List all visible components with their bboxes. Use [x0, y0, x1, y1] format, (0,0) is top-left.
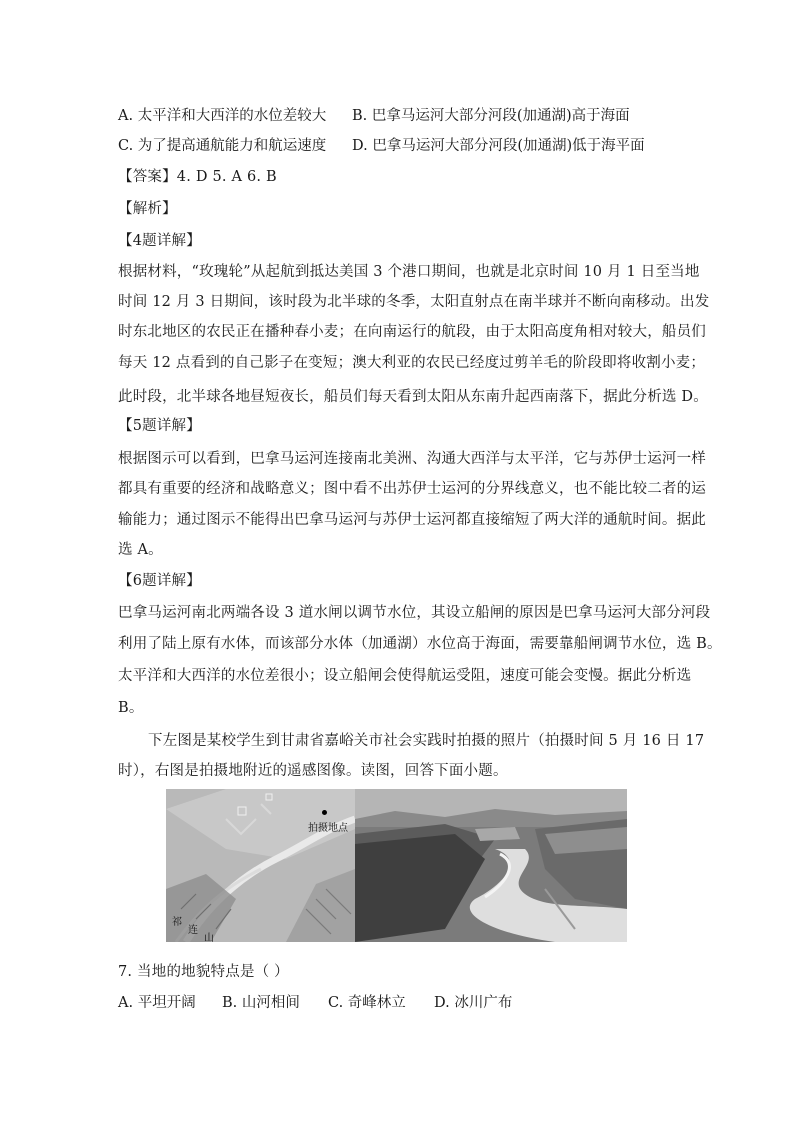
answer-line: 【答案】4. D 5. A 6. B	[118, 169, 277, 185]
mountain-label-2: 连	[188, 925, 198, 936]
mountain-label-1: 祁	[172, 917, 182, 928]
q5-heading: 【5题详解】	[118, 418, 201, 434]
site-marker	[322, 810, 327, 815]
q7-option-c: C. 奇峰林立	[328, 995, 406, 1011]
q4-line-4: 每天 12 点看到的自己影子在变短；澳大利亚的农民已经度过剪羊毛的阶段即将收割小麦；	[118, 355, 706, 371]
q7-stem: 7. 当地的地貌特点是（ ）	[118, 964, 289, 980]
q4-line-1: 根据材料，“玫瑰轮”从起航到抵达美国 3 个港口期间，也就是北京时间 10 月 1 日至当地	[118, 264, 700, 280]
photo-illustration	[355, 789, 627, 942]
intro-line-1: 下左图是某校学生到甘肃省嘉峪关市社会实践时拍摄的照片（拍摄时间 5 月 16 日 17	[148, 733, 705, 749]
q7-option-a: A. 平坦开阔	[118, 995, 196, 1011]
q6-line-1: 巴拿马运河南北两端各设 3 道水闸以调节水位，其设立船闸的原因是巴拿马运河大部分河段	[118, 605, 711, 621]
intro-line-2: 时），右图是拍摄地附近的遥感图像。读图，回答下面小题。	[118, 763, 508, 779]
q6-line-3: 太平洋和大西洋的水位差很小；设立船闸会使得航运受阻，速度可能会变慢。据此分析选	[118, 668, 692, 684]
figure-pair	[166, 789, 627, 942]
q4-line-3: 时东北地区的农民正在播种春小麦；在向南运行的航段，由于太阳高度角相对较大，船员们	[118, 324, 706, 340]
site-photo	[355, 789, 627, 942]
option-b-prev: B. 巴拿马运河大部分河段(加通湖)高于海面	[352, 108, 630, 124]
q5-line-3: 输能力；通过图示不能得出巴拿马运河与苏伊士运河都直接缩短了两大洋的通航时间。据此	[118, 512, 706, 528]
q5-line-1: 根据图示可以看到，巴拿马运河连接南北美洲、沟通大西洋与太平洋，它与苏伊士运河一样	[118, 451, 706, 467]
option-a-prev: A. 太平洋和大西洋的水位差较大	[118, 108, 327, 124]
remote-sensing-map	[166, 789, 355, 942]
q6-line-2: 利用了陆上原有水体，而该部分水体（加通湖）水位高于海面，需要靠船闸调节水位，选 B。	[118, 636, 722, 652]
q4-heading: 【4题详解】	[118, 233, 201, 249]
q6-line-4: B。	[118, 700, 144, 716]
option-d-prev: D. 巴拿马运河大部分河段(加通湖)低于海平面	[352, 138, 645, 154]
mountain-label-3: 山	[204, 933, 214, 942]
q4-line-2: 时间 12 月 3 日期间，该时段为北半球的冬季，太阳直射点在南半球并不断向南移动。出发	[118, 294, 710, 310]
q6-heading: 【6题详解】	[118, 573, 201, 589]
q5-line-4: 选 A。	[118, 542, 163, 558]
q4-line-5: 此时段，北半球各地昼短夜长，船员们每天看到太阳从东南升起西南落下，据此分析选 D。	[118, 389, 708, 405]
analysis-heading: 【解析】	[118, 201, 177, 217]
site-label: 拍摄地点	[308, 823, 348, 834]
q5-line-2: 都具有重要的经济和战略意义；图中看不出苏伊士运河的分界线意义，也不能比较二者的运	[118, 481, 706, 497]
q7-option-d: D. 冰川广布	[434, 995, 513, 1011]
option-c-prev: C. 为了提高通航能力和航运速度	[118, 138, 327, 154]
q7-option-b: B. 山河相间	[222, 995, 300, 1011]
